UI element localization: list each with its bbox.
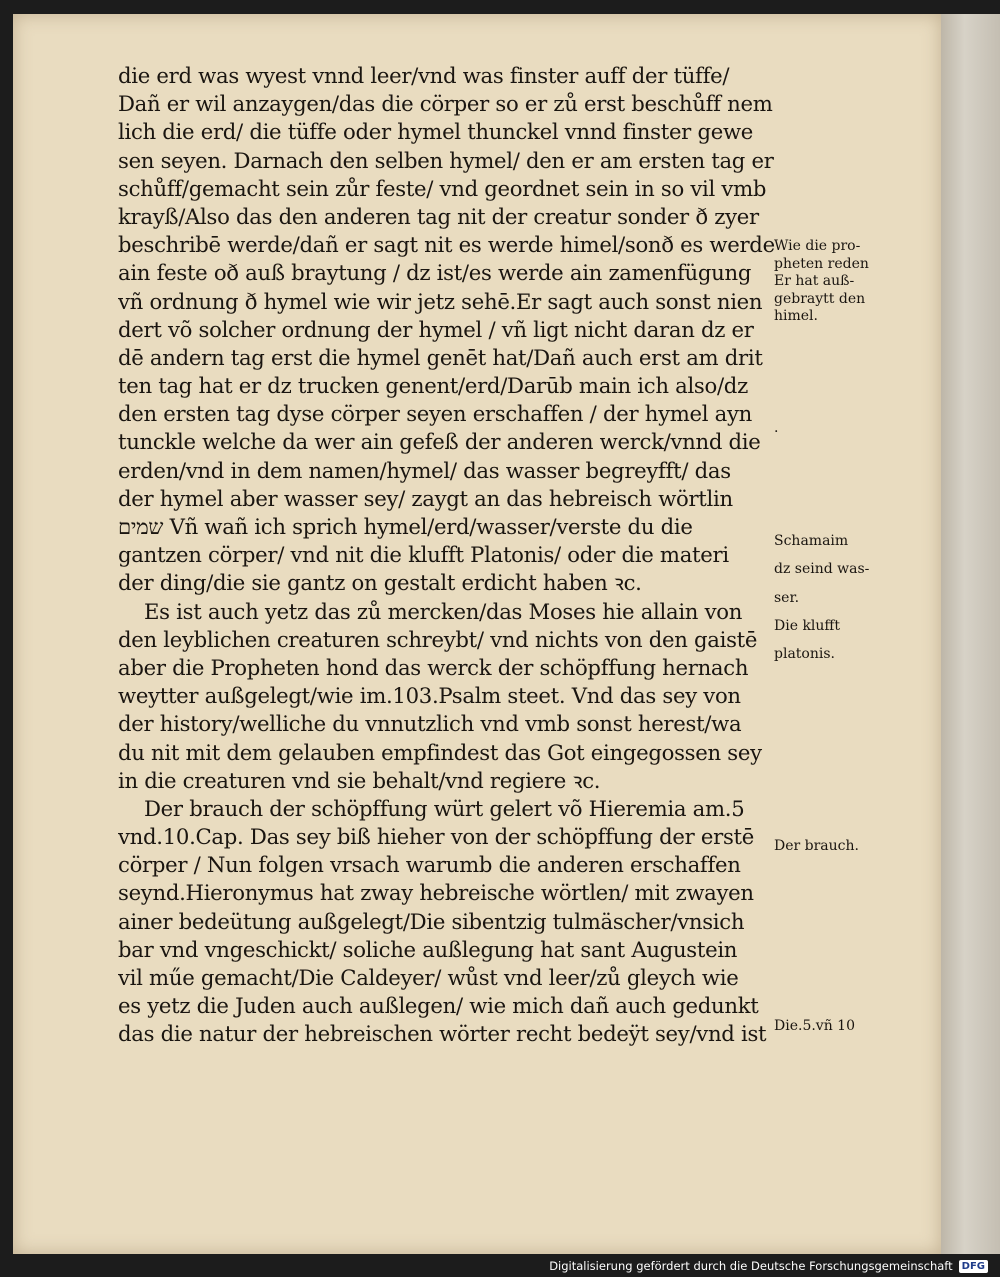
text-line: ten tag hat er dz trucken genent/erd/Darūb main ich also/dz <box>118 373 748 399</box>
text-line: den ersten tag dyse cörper seyen erschaffen / der hymel ayn <box>118 401 753 427</box>
margin-note: himel. <box>774 308 818 324</box>
margin-note: Die.5.vñ 10 <box>774 1018 855 1035</box>
dfg-logo: DFG <box>959 1260 988 1273</box>
text-line: שמים Vñ wañ ich sprich hymel/erd/wasser/verste du die <box>118 514 693 539</box>
text-line: tunckle welche da wer ain gefeß der anderen werck/vnnd die <box>118 429 761 455</box>
text-line: es yetz die Juden auch außlegen/ wie mich dañ auch gedunkt <box>118 993 759 1019</box>
footer-credit: Digitalisierung gefördert durch die Deutsche Forschungsgemeinschaft <box>549 1259 953 1273</box>
text-line: das die natur der hebreischen wörter recht bedeÿt sey/vnd ist <box>118 1021 767 1047</box>
text-line: vil műe gemacht/Die Caldeyer/ wůst vnd leer/zů gleych wie <box>118 965 739 990</box>
margin-note: ser. <box>774 589 800 606</box>
text-line: cörper / Nun folgen vrsach warumb die anderen erschaffen <box>118 852 741 878</box>
text-line: sen seyen. Darnach den selben hymel/ den er am ersten tag er <box>118 147 774 173</box>
text-line: du nit mit dem gelauben empfindest das Got eingegossen sey <box>118 739 762 765</box>
margin-note: dz seind was- <box>774 561 870 578</box>
digitization-footer <box>549 1259 988 1273</box>
page-edge <box>941 14 1000 1254</box>
text-line: vñ ordnung ð hymel wie wir jetz sehē.Er sagt auch sonst nien <box>118 288 763 314</box>
margin-note: . <box>774 419 779 436</box>
text-line: die erd was wyest vnnd leer/vnd was finster auff der tüffe/ <box>118 63 730 88</box>
text-line: Dañ er wil anzaygen/das die cörper so er zů erst beschůff nem <box>118 91 773 117</box>
main-text-block <box>118 62 779 1049</box>
margin-note: Schamaim <box>774 533 849 550</box>
margin-note: gebraytt den <box>774 290 866 307</box>
text-line: bar vnd vngeschickt/ soliche außlegung hat sant Augustein <box>118 936 738 962</box>
text-line: lich die erd/ die tüffe oder hymel thunckel vnnd finster gewe <box>118 119 754 145</box>
margin-note: Der brauch. <box>774 837 859 854</box>
text-line: den leyblichen creaturen schreybt/ vnd nichts von den gaistē <box>118 626 758 652</box>
text-line: dē andern tag erst die hymel genēt hat/Dañ auch erst am drit <box>118 344 763 370</box>
text-line: der hymel aber wasser sey/ zaygt an das hebreisch wörtlin <box>118 485 733 511</box>
margin-note: Er hat auß- <box>774 273 855 289</box>
text-line: Es ist auch yetz das zů mercken/das Moses hie allain von <box>144 598 743 624</box>
text-line: ain feste oð auß braytung / dz ist/es werde ain zamenfügung <box>118 260 752 286</box>
text-line: weytter außgelegt/wie im.103.Psalm steet. Vnd das sey von <box>118 683 741 709</box>
text-line: krayß/Also das den anderen tag nit der creatur sonder ð zyer <box>118 203 759 229</box>
margin-note: Die klufft <box>774 617 840 634</box>
text-line: aber die Propheten hond das werck der schöpffung hernach <box>118 654 749 680</box>
text-line: schůff/gemacht sein zůr feste/ vnd geordnet sein in so vil vmb <box>118 175 767 201</box>
text-line: ainer bedeütung außgelegt/Die sibentzig tulmäscher/vnsich <box>118 908 745 934</box>
text-line: vnd.10.Cap. Das sey biß hieher von der schöpffung der erstē <box>118 824 754 850</box>
text-line: in die creaturen vnd sie behalt/vnd regiere ꝛc. <box>118 767 601 793</box>
text-line: erden/vnd in dem namen/hymel/ das wasser begreyfft/ das <box>118 457 731 483</box>
text-line: gantzen cörper/ vnd nit die klufft Platonis/ oder die materi <box>118 542 729 568</box>
text-line: Der brauch der schöpffung würt gelert võ Hieremia am.5 <box>144 795 745 821</box>
text-line: der ding/die sie gantz on gestalt erdicht haben ꝛc. <box>118 570 642 596</box>
text-line: beschribē werde/dañ er sagt nit es werde himel/sonð es werde <box>118 232 775 258</box>
margin-note: Wie die pro- <box>774 238 861 254</box>
text-line: der history/welliche du vnnutzlich vnd vmb sonst herest/wa <box>118 711 742 737</box>
text-line: seynd.Hieronymus hat zway hebreische wörtlen/ mit zwayen <box>118 880 754 906</box>
text-line: dert võ solcher ordnung der hymel / vñ ligt nicht daran dz er <box>118 316 754 342</box>
margin-note: platonis. <box>774 646 835 663</box>
margin-note: pheten reden <box>774 255 869 272</box>
